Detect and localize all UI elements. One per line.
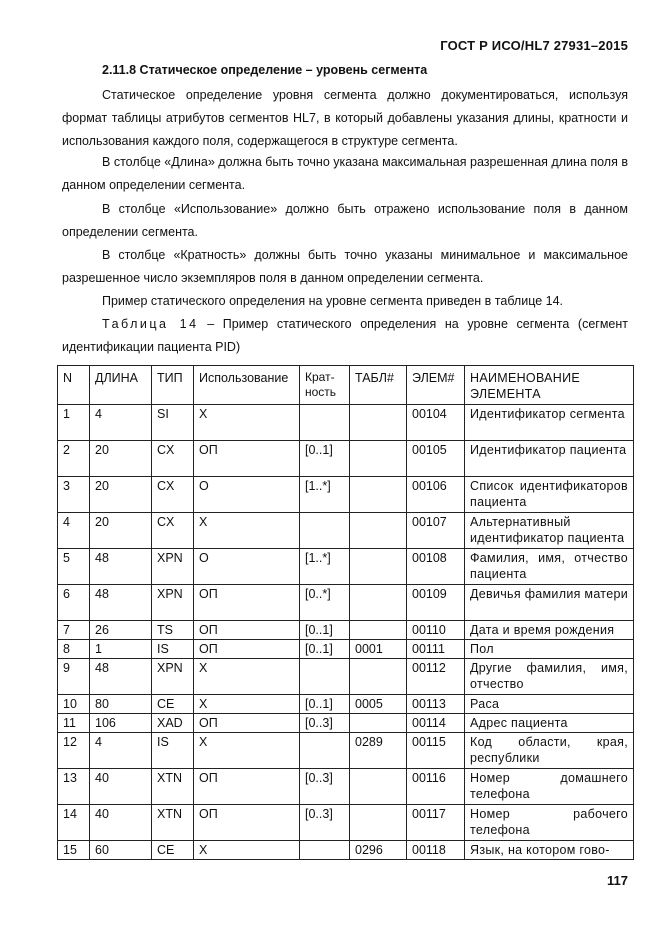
cell-n: 11 <box>58 714 90 733</box>
cell-usage: О <box>194 477 300 513</box>
table-row <box>58 841 634 860</box>
cell-table-num: 0005 <box>350 695 407 714</box>
cell-length: 20 <box>90 477 152 513</box>
cell-length: 106 <box>90 714 152 733</box>
cell-multiplicity: [0..3] <box>300 714 350 733</box>
cell-usage: X <box>194 659 300 695</box>
cell-n: 9 <box>58 659 90 695</box>
cell-element-name: Код области, края, республики <box>465 733 634 769</box>
cell-multiplicity: [0..1] <box>300 640 350 659</box>
header-length: ДЛИНА <box>90 366 152 405</box>
cell-table-num <box>350 585 407 621</box>
cell-n: 2 <box>58 441 90 477</box>
cell-type: SI <box>152 405 194 441</box>
cell-length: 40 <box>90 805 152 841</box>
table-row <box>58 769 634 805</box>
cell-table-num <box>350 714 407 733</box>
header-table-num: ТАБЛ# <box>350 366 407 405</box>
cell-multiplicity: [1..*] <box>300 549 350 585</box>
cell-n: 7 <box>58 621 90 640</box>
cell-element-num: 00105 <box>407 441 465 477</box>
cell-usage: X <box>194 513 300 549</box>
cell-n: 15 <box>58 841 90 860</box>
cell-table-num <box>350 805 407 841</box>
table-row <box>58 695 634 714</box>
segment-definition-table <box>57 365 634 860</box>
cell-type: CE <box>152 695 194 714</box>
table-row <box>58 441 634 477</box>
cell-type: TS <box>152 621 194 640</box>
cell-length: 4 <box>90 405 152 441</box>
cell-type: CX <box>152 441 194 477</box>
table-row <box>58 805 634 841</box>
cell-n: 10 <box>58 695 90 714</box>
paragraph-4: В столбце «Кратность» должны быть точно указаны минимальное и максимальное разрешенное число экземпляров поля в данном определении сегмента. <box>62 248 628 285</box>
cell-element-num: 00114 <box>407 714 465 733</box>
cell-element-num: 00118 <box>407 841 465 860</box>
cell-usage: О <box>194 549 300 585</box>
cell-usage: X <box>194 695 300 714</box>
cell-length: 1 <box>90 640 152 659</box>
cell-multiplicity <box>300 405 350 441</box>
cell-length: 4 <box>90 733 152 769</box>
cell-table-num <box>350 513 407 549</box>
cell-element-name: Дата и время рождения <box>465 621 634 640</box>
cell-element-num: 00110 <box>407 621 465 640</box>
cell-type: XAD <box>152 714 194 733</box>
cell-length: 26 <box>90 621 152 640</box>
table-row <box>58 585 634 621</box>
table-row <box>58 477 634 513</box>
cell-length: 20 <box>90 441 152 477</box>
cell-element-name: Идентификатор сегмента <box>465 405 634 441</box>
cell-multiplicity <box>300 733 350 769</box>
cell-multiplicity <box>300 513 350 549</box>
cell-element-name: Идентификатор пациента <box>465 441 634 477</box>
cell-type: IS <box>152 733 194 769</box>
cell-table-num <box>350 621 407 640</box>
cell-usage: ОП <box>194 640 300 659</box>
cell-table-num <box>350 769 407 805</box>
cell-multiplicity: [1..*] <box>300 477 350 513</box>
cell-n: 1 <box>58 405 90 441</box>
header-usage: Использование <box>194 366 300 405</box>
cell-usage: ОП <box>194 621 300 640</box>
section-heading: 2.11.8 Статическое определение – уровень сегмента <box>102 63 428 77</box>
cell-multiplicity: [0..1] <box>300 695 350 714</box>
cell-usage: X <box>194 841 300 860</box>
paragraph-2: В столбце «Длина» должна быть точно указана максимальная разрешенная длина поля в данном определении сегмента. <box>62 155 628 192</box>
cell-element-name: Девичья фамилия матери <box>465 585 634 621</box>
table-row <box>58 640 634 659</box>
header-element-name: НАИМЕНОВАНИЕ ЭЛЕМЕНТА <box>465 366 634 405</box>
cell-n: 14 <box>58 805 90 841</box>
cell-type: CX <box>152 513 194 549</box>
cell-n: 8 <box>58 640 90 659</box>
cell-type: IS <box>152 640 194 659</box>
cell-length: 48 <box>90 659 152 695</box>
cell-element-name: Альтернативный идентификатор пациента <box>465 513 634 549</box>
cell-multiplicity: [0..3] <box>300 805 350 841</box>
cell-table-num <box>350 441 407 477</box>
cell-table-num <box>350 405 407 441</box>
cell-element-num: 00107 <box>407 513 465 549</box>
cell-element-name: Пол <box>465 640 634 659</box>
cell-length: 40 <box>90 769 152 805</box>
table-row <box>58 621 634 640</box>
table-row <box>58 733 634 769</box>
cell-multiplicity: [0..1] <box>300 441 350 477</box>
table-row <box>58 714 634 733</box>
cell-element-num: 00106 <box>407 477 465 513</box>
cell-usage: ОП <box>194 714 300 733</box>
cell-n: 12 <box>58 733 90 769</box>
cell-usage: X <box>194 733 300 769</box>
cell-n: 4 <box>58 513 90 549</box>
cell-table-num: 0289 <box>350 733 407 769</box>
cell-table-num <box>350 549 407 585</box>
cell-element-num: 00108 <box>407 549 465 585</box>
cell-type: XTN <box>152 805 194 841</box>
cell-length: 20 <box>90 513 152 549</box>
table-row <box>58 549 634 585</box>
table-caption <box>62 313 628 359</box>
cell-n: 3 <box>58 477 90 513</box>
header-element-num: ЭЛЕМ# <box>407 366 465 405</box>
cell-length: 60 <box>90 841 152 860</box>
cell-n: 5 <box>58 549 90 585</box>
cell-table-num: 0001 <box>350 640 407 659</box>
cell-type: XPN <box>152 549 194 585</box>
cell-element-num: 00111 <box>407 640 465 659</box>
cell-element-name: Другие фамилия, имя, отчество <box>465 659 634 695</box>
cell-element-name: Язык, на котором гово- <box>465 841 634 860</box>
cell-n: 6 <box>58 585 90 621</box>
paragraph-3: В столбце «Использование» должно быть отражено использование поля в данном определении сегмента. <box>62 202 628 239</box>
cell-multiplicity <box>300 841 350 860</box>
table-header-row <box>58 366 634 405</box>
cell-element-name: Номер рабочего телефона <box>465 805 634 841</box>
cell-length: 48 <box>90 585 152 621</box>
cell-usage: ОП <box>194 769 300 805</box>
cell-table-num <box>350 477 407 513</box>
cell-element-name: Список идентификаторов пациента <box>465 477 634 513</box>
table-row <box>58 405 634 441</box>
document-header: ГОСТ Р ИСО/HL7 27931–2015 <box>440 38 628 53</box>
cell-element-num: 00116 <box>407 769 465 805</box>
cell-table-num: 0296 <box>350 841 407 860</box>
cell-type: XTN <box>152 769 194 805</box>
cell-n: 13 <box>58 769 90 805</box>
cell-element-num: 00112 <box>407 659 465 695</box>
cell-element-num: 00113 <box>407 695 465 714</box>
table-row <box>58 513 634 549</box>
cell-usage: ОП <box>194 441 300 477</box>
page-number: 117 <box>607 873 628 888</box>
header-type: ТИП <box>152 366 194 405</box>
table-caption-text: – Пример статического определения на уровне сегмента (сегмент идентификации пациента PID) <box>62 317 629 354</box>
cell-usage: ОП <box>194 805 300 841</box>
cell-multiplicity: [0..3] <box>300 769 350 805</box>
cell-type: CX <box>152 477 194 513</box>
cell-element-num: 00104 <box>407 405 465 441</box>
cell-element-num: 00117 <box>407 805 465 841</box>
cell-type: CE <box>152 841 194 860</box>
table-caption-label: Таблица 14 <box>102 317 199 331</box>
cell-length: 80 <box>90 695 152 714</box>
cell-multiplicity: [0..*] <box>300 585 350 621</box>
cell-multiplicity <box>300 659 350 695</box>
cell-multiplicity: [0..1] <box>300 621 350 640</box>
cell-usage: ОП <box>194 585 300 621</box>
header-n: N <box>58 366 90 405</box>
cell-table-num <box>350 659 407 695</box>
paragraph-1: Статическое определение уровня сегмента должно документироваться, используя формат таблицы атрибутов сегментов HL7, в который добавлены указания длины, кратности и использования каждого поля, содержащегося в структуре сегмента. <box>62 88 628 148</box>
cell-element-name: Раса <box>465 695 634 714</box>
cell-length: 48 <box>90 549 152 585</box>
cell-element-num: 00109 <box>407 585 465 621</box>
paragraph-5: Пример статического определения на уровне сегмента приведен в таблице 14. <box>102 294 564 308</box>
cell-usage: X <box>194 405 300 441</box>
cell-type: XPN <box>152 659 194 695</box>
cell-element-num: 00115 <box>407 733 465 769</box>
cell-element-name: Номер домашнего телефона <box>465 769 634 805</box>
cell-type: XPN <box>152 585 194 621</box>
header-multiplicity: Крат-ность <box>300 366 350 405</box>
table-row <box>58 659 634 695</box>
cell-element-name: Фамилия, имя, отчество пациента <box>465 549 634 585</box>
cell-element-name: Адрес пациента <box>465 714 634 733</box>
